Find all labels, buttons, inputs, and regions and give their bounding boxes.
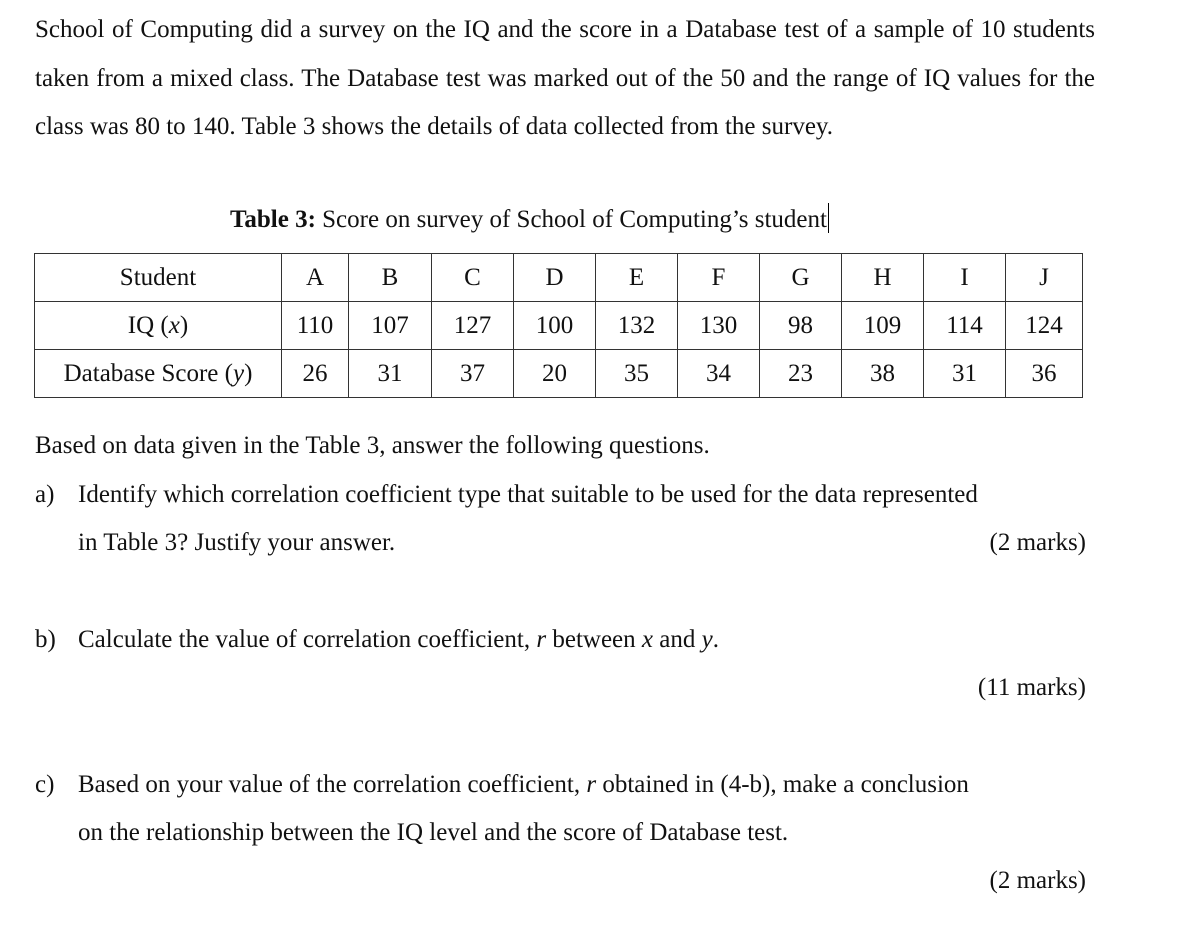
iq-cell: 100 bbox=[514, 302, 596, 350]
student-cell: E bbox=[596, 254, 678, 302]
question-b-letter: b) bbox=[35, 626, 56, 653]
student-cell: B bbox=[349, 254, 432, 302]
db-cell: 31 bbox=[924, 350, 1006, 398]
question-b-text-part: between bbox=[546, 626, 642, 653]
student-cell: D bbox=[514, 254, 596, 302]
iq-cell: 132 bbox=[596, 302, 678, 350]
iq-cell: 107 bbox=[349, 302, 432, 350]
student-cell: G bbox=[760, 254, 842, 302]
row-header-db-prefix: Database Score ( bbox=[63, 359, 233, 387]
student-cell: I bbox=[924, 254, 1006, 302]
db-cell: 23 bbox=[760, 350, 842, 398]
question-b-var-x: x bbox=[641, 626, 653, 653]
data-table bbox=[34, 253, 1083, 398]
question-a-line1: Identify which correlation coefficient type that suitable to be used for the data represented bbox=[78, 481, 978, 508]
iq-cell: 130 bbox=[678, 302, 760, 350]
question-a-letter: a) bbox=[35, 481, 55, 508]
iq-cell: 98 bbox=[760, 302, 842, 350]
iq-cell: 124 bbox=[1006, 302, 1083, 350]
row-header-student: Student bbox=[35, 254, 282, 302]
iq-cell: 109 bbox=[842, 302, 924, 350]
question-b-var-r: r bbox=[536, 626, 547, 653]
question-b-text bbox=[78, 626, 719, 654]
row-header-db bbox=[35, 350, 282, 398]
student-cell: C bbox=[432, 254, 514, 302]
row-header-iq-suffix: ) bbox=[179, 311, 189, 339]
row-header-iq-prefix: IQ ( bbox=[127, 311, 169, 339]
db-cell: 36 bbox=[1006, 350, 1083, 398]
question-c-marks: (2 marks) bbox=[989, 867, 1086, 894]
lead-sentence: Based on data given in the Table 3, answer the following questions. bbox=[35, 432, 710, 459]
db-cell: 20 bbox=[514, 350, 596, 398]
table-caption-label: Table 3: bbox=[230, 206, 316, 233]
row-header-iq-var: x bbox=[168, 311, 180, 339]
table-caption-text: Score on survey of School of Computing’s student bbox=[322, 206, 827, 233]
iq-cell: 110 bbox=[282, 302, 349, 350]
iq-cell: 114 bbox=[924, 302, 1006, 350]
question-b-text-part: Calculate the value of correlation coefficient, bbox=[78, 626, 537, 653]
student-cell: F bbox=[678, 254, 760, 302]
table-row-iq bbox=[35, 302, 1083, 350]
question-a-marks: (2 marks) bbox=[989, 529, 1086, 556]
question-c-line2: on the relationship between the IQ level and the score of Database test. bbox=[78, 819, 789, 846]
question-c-line1 bbox=[78, 771, 969, 799]
db-cell: 31 bbox=[349, 350, 432, 398]
row-header-iq bbox=[35, 302, 282, 350]
db-cell: 38 bbox=[842, 350, 924, 398]
student-cell: A bbox=[282, 254, 349, 302]
intro-paragraph: School of Computing did a survey on the IQ and the score in a Database test of a sample of 10 students taken from a mixed class. The Database test was marked out of the 50 and the range of IQ values for the class was 80 to 140. Table 3 shows the details of data collected from the survey. bbox=[35, 16, 1095, 140]
question-a-line2: in Table 3? Justify your answer. bbox=[78, 529, 396, 556]
question-c-letter: c) bbox=[35, 771, 55, 798]
question-c-var-r: r bbox=[586, 771, 597, 798]
db-cell: 37 bbox=[432, 350, 514, 398]
db-cell: 35 bbox=[596, 350, 678, 398]
table-caption bbox=[230, 200, 829, 240]
question-b-text-part: . bbox=[712, 626, 719, 653]
question-c-text-part: Based on your value of the correlation coefficient, bbox=[78, 771, 587, 798]
table-row-student bbox=[35, 254, 1083, 302]
question-b-text-part: and bbox=[653, 626, 702, 653]
question-c-text-part: obtained in (4-b), make a conclusion bbox=[596, 771, 969, 798]
db-cell: 26 bbox=[282, 350, 349, 398]
student-cell: H bbox=[842, 254, 924, 302]
question-b-var-y: y bbox=[701, 626, 713, 653]
row-header-db-suffix: ) bbox=[244, 359, 253, 387]
student-cell: J bbox=[1006, 254, 1083, 302]
question-b-marks: (11 marks) bbox=[977, 674, 1086, 701]
db-cell: 34 bbox=[678, 350, 760, 398]
row-header-db-var: y bbox=[232, 359, 245, 387]
iq-cell: 127 bbox=[432, 302, 514, 350]
text-cursor bbox=[828, 203, 830, 233]
table-row-db bbox=[35, 350, 1083, 398]
